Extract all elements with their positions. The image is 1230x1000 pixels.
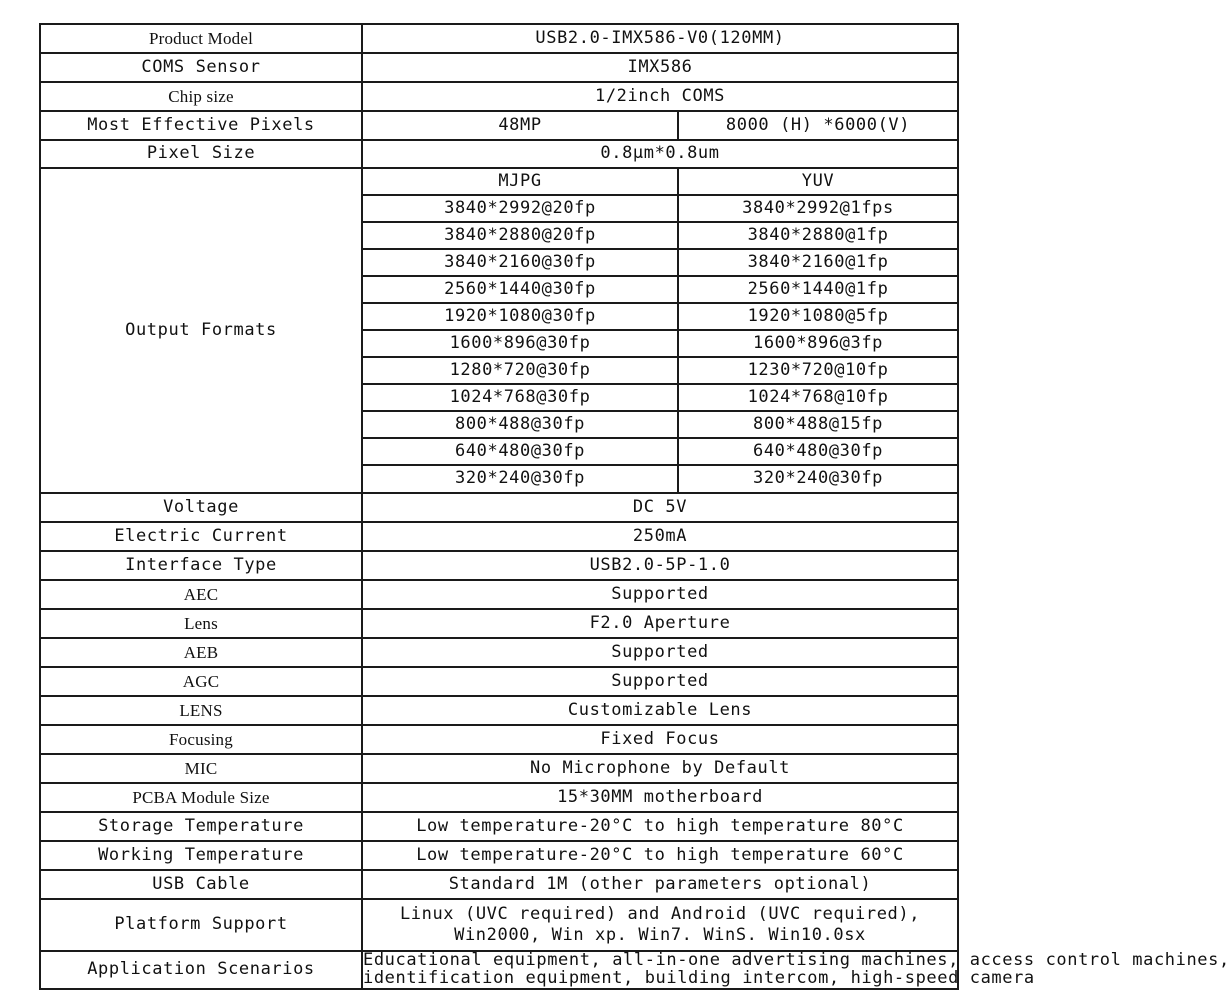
output-col-mjpg: MJPG <box>362 168 678 195</box>
lens-label: Lens <box>40 609 362 638</box>
application-line1: Educational equipment, all-in-one advertising machines, access control machines, <box>363 950 1230 970</box>
application-value <box>362 950 1230 989</box>
lens-custom-label: LENS <box>40 696 362 725</box>
usb-cable-value: Standard 1M (other parameters optional) <box>362 870 958 899</box>
mjpg-format-cell: 320*240@30fp <box>362 465 678 493</box>
aeb-label: AEB <box>40 638 362 667</box>
electric-current-label: Electric Current <box>40 522 362 551</box>
working-temp-label: Working Temperature <box>40 841 362 870</box>
effective-pixels-resolution: 8000 (H) *6000(V) <box>678 111 958 140</box>
yuv-format-cell: 3840*2880@1fp <box>678 222 958 249</box>
pcba-size-label: PCBA Module Size <box>40 783 362 812</box>
interface-type-value: USB2.0-5P-1.0 <box>362 551 958 580</box>
chip-size-label: Chip size <box>40 82 362 111</box>
pixel-size-value: 0.8μm*0.8um <box>362 140 958 168</box>
aec-value: Supported <box>362 580 958 609</box>
yuv-format-cell: 1230*720@10fp <box>678 357 958 384</box>
row-application <box>40 951 958 989</box>
mjpg-format-cell: 1920*1080@30fp <box>362 303 678 330</box>
effective-pixels-label: Most Effective Pixels <box>40 111 362 140</box>
row-aec <box>40 580 958 609</box>
row-mic <box>40 754 958 783</box>
yuv-format-cell: 1920*1080@5fp <box>678 303 958 330</box>
effective-pixels-value: 48MP <box>362 111 678 140</box>
row-aeb <box>40 638 958 667</box>
mjpg-format-cell: 800*488@30fp <box>362 411 678 438</box>
application-label: Application Scenarios <box>40 951 362 989</box>
row-focusing <box>40 725 958 754</box>
row-lens-custom <box>40 696 958 725</box>
row-voltage <box>40 493 958 522</box>
voltage-label: Voltage <box>40 493 362 522</box>
focusing-label: Focusing <box>40 725 362 754</box>
yuv-format-cell: 320*240@30fp <box>678 465 958 493</box>
mic-value: No Microphone by Default <box>362 754 958 783</box>
row-coms-sensor <box>40 53 958 82</box>
row-usb-cable <box>40 870 958 899</box>
product-model-value: USB2.0-IMX586-V0(120MM) <box>362 24 958 53</box>
focusing-value: Fixed Focus <box>362 725 958 754</box>
yuv-format-cell: 1024*768@10fp <box>678 384 958 411</box>
mic-label: MIC <box>40 754 362 783</box>
row-working-temp <box>40 841 958 870</box>
platform-support-line2: Win2000, Win xp. Win7. WinS. Win10.0sx <box>454 924 866 945</box>
mjpg-format-cell: 3840*2992@20fp <box>362 195 678 222</box>
yuv-format-cell: 2560*1440@1fp <box>678 276 958 303</box>
output-formats-label: Output Formats <box>40 168 362 493</box>
product-model-label: Product Model <box>40 24 362 53</box>
pixel-size-label: Pixel Size <box>40 140 362 168</box>
lens-custom-value: Customizable Lens <box>362 696 958 725</box>
yuv-format-cell: 1600*896@3fp <box>678 330 958 357</box>
row-electric-current <box>40 522 958 551</box>
row-chip-size <box>40 82 958 111</box>
row-platform-support <box>40 899 958 951</box>
pcba-size-value: 15*30MM motherboard <box>362 783 958 812</box>
coms-sensor-label: COMS Sensor <box>40 53 362 82</box>
output-col-yuv: YUV <box>678 168 958 195</box>
agc-value: Supported <box>362 667 958 696</box>
row-output-header <box>40 168 958 195</box>
chip-size-value: 1/2inch COMS <box>362 82 958 111</box>
coms-sensor-value: IMX586 <box>362 53 958 82</box>
working-temp-value: Low temperature-20°C to high temperature 60°C <box>362 841 958 870</box>
yuv-format-cell: 800*488@15fp <box>678 411 958 438</box>
interface-type-label: Interface Type <box>40 551 362 580</box>
mjpg-format-cell: 1280*720@30fp <box>362 357 678 384</box>
mjpg-format-cell: 1024*768@30fp <box>362 384 678 411</box>
platform-support-line1: Linux (UVC required) and Android (UVC required), <box>399 903 921 924</box>
row-product-model <box>40 24 958 53</box>
spec-table <box>39 23 1230 990</box>
application-line2: identification equipment, building intercom, high-speed camera <box>363 967 1035 988</box>
yuv-format-cell: 3840*2160@1fp <box>678 249 958 276</box>
aec-label: AEC <box>40 580 362 609</box>
aeb-value: Supported <box>362 638 958 667</box>
yuv-format-cell: 640*480@30fp <box>678 438 958 465</box>
mjpg-format-cell: 2560*1440@30fp <box>362 276 678 303</box>
storage-temp-value: Low temperature-20°C to high temperature 80°C <box>362 812 958 841</box>
row-interface-type <box>40 551 958 580</box>
row-effective-pixels <box>40 111 958 140</box>
row-pcba-size <box>40 783 958 812</box>
agc-label: AGC <box>40 667 362 696</box>
storage-temp-label: Storage Temperature <box>40 812 362 841</box>
mjpg-format-cell: 3840*2160@30fp <box>362 249 678 276</box>
usb-cable-label: USB Cable <box>40 870 362 899</box>
platform-support-label: Platform Support <box>40 899 362 951</box>
mjpg-format-cell: 1600*896@30fp <box>362 330 678 357</box>
yuv-format-cell: 3840*2992@1fps <box>678 195 958 222</box>
mjpg-format-cell: 3840*2880@20fp <box>362 222 678 249</box>
row-lens <box>40 609 958 638</box>
platform-support-value <box>362 899 958 951</box>
row-agc <box>40 667 958 696</box>
row-storage-temp <box>40 812 958 841</box>
voltage-value: DC 5V <box>362 493 958 522</box>
mjpg-format-cell: 640*480@30fp <box>362 438 678 465</box>
lens-value: F2.0 Aperture <box>362 609 958 638</box>
electric-current-value: 250mA <box>362 522 958 551</box>
row-pixel-size <box>40 140 958 168</box>
